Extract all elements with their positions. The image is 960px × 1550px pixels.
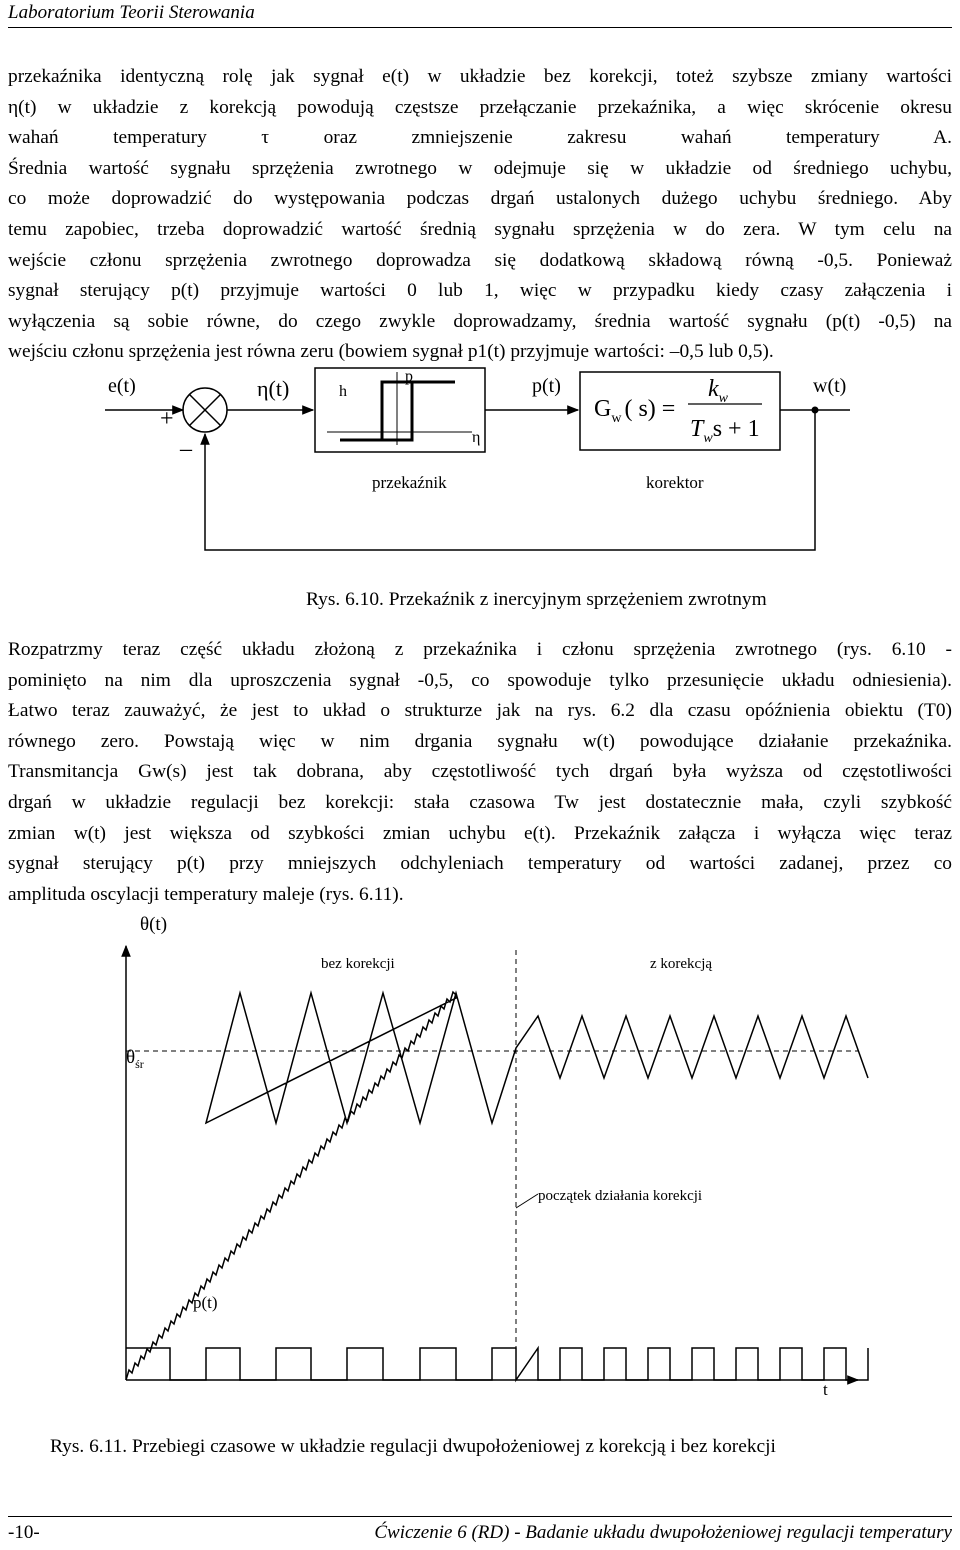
text-line: drgań w układzie regulacji bez korekcji: stała czasowa Tw jest dostatecznie mała, czyli szybkość <box>8 791 952 813</box>
figure-relay-feedback <box>0 360 960 580</box>
label-p-signal: p(t) <box>193 1293 218 1312</box>
text-line: amplituda oscylacji temperatury maleje (rys. 6.11). <box>8 883 404 905</box>
text-line: przekaźnika identyczną rolę jak sygnał e(t) w układzie bez korekcji, toteż szybsze zmiany wartości <box>8 66 952 87</box>
y-axis-label: θ(t) <box>140 914 168 935</box>
text-line: Rozpatrzmy teraz część układu złożoną z przekaźnika i członu sprzężenia zwrotnego (rys. 6.10 - <box>8 639 952 660</box>
p-signal <box>126 1348 868 1380</box>
paragraph-2 <box>8 635 952 910</box>
text-line: η(t) w układzie z korekcją powodują częstsze przełączanie przekaźnika, a więc skrócenie okresu <box>8 96 952 118</box>
text-line: Średnia wartość sygnału sprzężenia zwrotnego w odejmuje się w układzie od średniego uchybu, <box>8 157 952 179</box>
label-plus: + <box>160 406 174 432</box>
text-line: temu zapobiec, trzeba doprowadzić wartość średnią sygnału sprzężenia w do zera. W tym celu na <box>8 218 952 240</box>
footer-title: Ćwiczenie 6 (RD) - Badanie układu dwupołożeniowej regulacji temperatury <box>374 1522 952 1543</box>
theta-curve <box>126 992 868 1380</box>
label-e: e(t) <box>108 375 136 397</box>
page-number: -10- <box>8 1522 40 1543</box>
relay-curve-left <box>340 382 412 440</box>
label-theta-sr: $\theta_{śr}$ <box>126 1047 144 1071</box>
figure-1-caption: Rys. 6.10. Przekaźnik z inercyjnym sprzężeniem zwrotnym <box>306 589 767 610</box>
tf-numerator: $k_w$ <box>708 376 728 406</box>
text-line: wyłączenia są sobie równe, do czego zwykle doprowadzamy, średnia wartość sygnału (p(t) -0,5) na <box>8 310 952 332</box>
tf-lhs: $G_w$ ( s) = <box>594 396 676 426</box>
relay-h: h <box>339 383 347 400</box>
relay-p: p <box>405 368 413 385</box>
text-line: wejście członu sprzężenia zwrotnego doprowadza się dodatkową składową równą -0,5. Ponieważ <box>8 249 952 271</box>
text-line: wahań temperatury τ oraz zmniejszenie zakresu wahań temperatury A. <box>8 127 952 149</box>
start-leader <box>516 1194 538 1208</box>
block-diagram <box>0 360 960 580</box>
label-z-korekcja: z korekcją <box>650 956 713 972</box>
page-footer <box>8 1516 952 1546</box>
paragraph-1 <box>8 62 952 368</box>
figure-time-responses <box>0 898 960 1418</box>
text-line: sygnał sterujący p(t) przyjmuje wartości 0 lub 1, więc w przypadku kiedy czasy załączenia i <box>8 280 952 302</box>
text-line: zmian w(t) jest większa od szybkości zmian uchybu e(t). Przekaźnik załącza i wyłącza więc teraz <box>8 822 952 844</box>
header-rule <box>8 27 952 28</box>
header-title: Laboratorium Teorii Sterowania <box>8 2 255 23</box>
figure-2-caption: Rys. 6.11. Przebiegi czasowe w układzie regulacji dwupołożeniowej z korekcją i bez korekcji <box>50 1436 776 1457</box>
relay-caption: przekaźnik <box>372 473 447 492</box>
text-line: co może doprowadzić do występowania podczas drgań ustalonych dużego uchybu średniego. Aby <box>8 188 952 210</box>
text-line: pominięto na nim dla uproszczenia sygnał -0,5, co spowoduje tylko przesunięcie układu odniesienia). <box>8 669 952 691</box>
label-minus: – <box>180 436 192 462</box>
text-line: wejściu członu sprzężenia jest równa zeru (bowiem sygnał p1(t) przyjmuje wartości: –0,5 lub 0,5). <box>8 341 774 363</box>
page-header <box>8 0 952 30</box>
footer-rule <box>8 1516 952 1517</box>
text-line: równego zero. Powstają więc w nim drgania sygnału w(t) powodujące działanie przekaźnika. <box>8 730 952 752</box>
x-axis-label: t <box>823 1380 828 1399</box>
label-bez-korekcji: bez korekcji <box>321 956 395 972</box>
relay-eta: η <box>472 429 481 446</box>
label-start-correction: początek działania korekcji <box>538 1188 703 1204</box>
text-line: Łatwo teraz zauważyć, że jest to układ o strukturze jak na rys. 6.2 dla czasu opóźnienia obiektu (T0) <box>8 700 952 722</box>
corrector-caption: korektor <box>646 473 704 492</box>
relay-curve-right <box>382 382 455 440</box>
text-line: Transmitancja Gw(s) jest tak dobrana, aby częstotliwość tych drgań była wyższa od częstotliwości <box>8 761 952 783</box>
label-w: w(t) <box>813 375 847 397</box>
label-p: p(t) <box>532 375 561 397</box>
time-response-plot <box>0 898 960 1418</box>
text-line: sygnał sterujący p(t) przy mniejszych odchyleniach temperatury od wartości zadanej, przez co <box>8 853 952 875</box>
label-eta: η(t) <box>257 376 290 401</box>
tf-denominator: $T_ws + 1$ <box>690 416 760 446</box>
